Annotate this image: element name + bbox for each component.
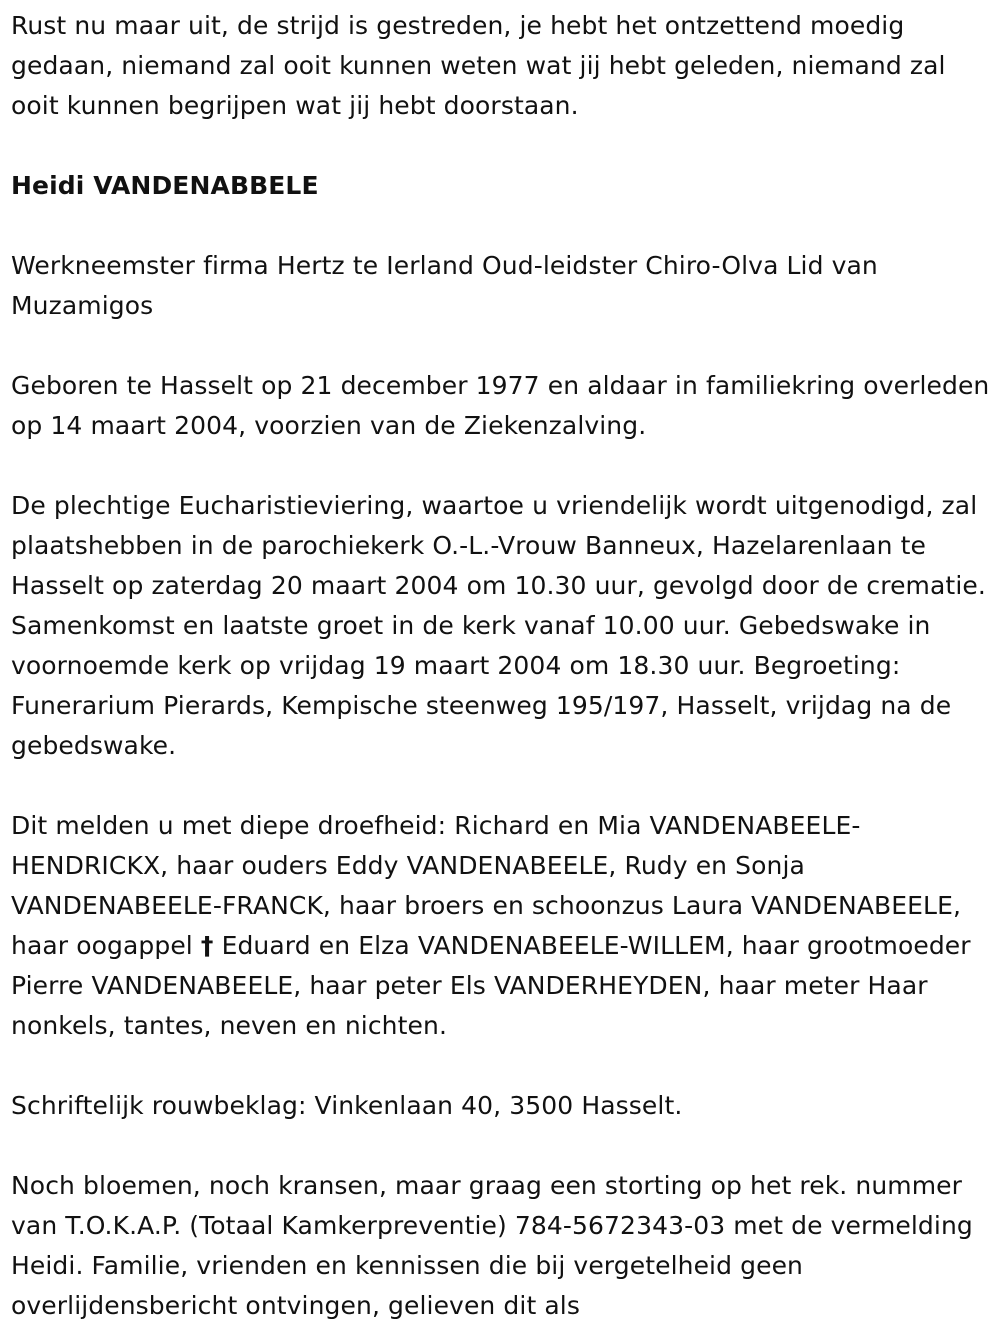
condolence-address: Schriftelijk rouwbeklag: Vinkenlaan 40, 3500 Hasselt. xyxy=(11,1091,683,1120)
family-text-part2: Eduard en Elza VANDENABEELE-WILLEM, haar grootmoeder Pierre VANDENABEELE, haar peter Els VANDERHEYDEN, haar meter Haar nonkels, tantes, neven en nichten. xyxy=(11,931,971,1040)
birth-death-text: Geboren te Hasselt op 21 december 1977 en aldaar in familiekring overleden op 14 maart 2004, voorzien van de Ziekenzalving. xyxy=(11,371,990,440)
family-announcement xyxy=(11,806,991,1046)
cross-icon: † xyxy=(200,931,214,960)
occupation-text: Werkneemster firma Hertz te Ierland Oud-leidster Chiro-Olva Lid van Muzamigos xyxy=(11,251,878,320)
deceased-name: Heidi VANDENABBELE xyxy=(11,171,319,200)
ceremony-text: De plechtige Eucharistieviering, waartoe u vriendelijk wordt uitgenodigd, zal plaatshebben in de parochiekerk O.-L.-Vrouw Banneux, Hazelarenlaan te Hasselt op zaterdag 20 maart 2004 om 10.30 uur, gevolgd door de crematie. Samenkomst en laatste groet in de kerk vanaf 10.00 uur. Gebedswake in voornoemde kerk op vrijdag 19 maart 2004 om 18.30 uur. Begroeting: Funerarium Pierards, Kempische steenweg 195/197, Hasselt, vrijdag na de gebedswake. xyxy=(11,491,986,760)
opening-quote: Rust nu maar uit, de strijd is gestreden, je hebt het ontzettend moedig gedaan, niemand zal ooit kunnen weten wat jij hebt geleden, niemand zal ooit kunnen begrijpen wat jij hebt doorstaan. xyxy=(11,11,946,120)
family-text-part1: Dit melden u met diepe droefheid: Richard en Mia VANDENABEELE-HENDRICKX, haar ouders Eddy VANDENABEELE, Rudy en Sonja VANDENABEELE-FRANCK, haar broers en schoonzus Laura VANDENABEELE, haar oogappel xyxy=(11,811,962,960)
donation-text: Noch bloemen, noch kransen, maar graag een storting op het rek. nummer van T.O.K.A.P. (Totaal Kamkerpreventie) 784-5672343-03 met de vermelding Heidi. Familie, vrienden en kennissen die bij vergetelheid geen overlijdensbericht ontvingen, gelieven dit als xyxy=(11,1171,973,1320)
